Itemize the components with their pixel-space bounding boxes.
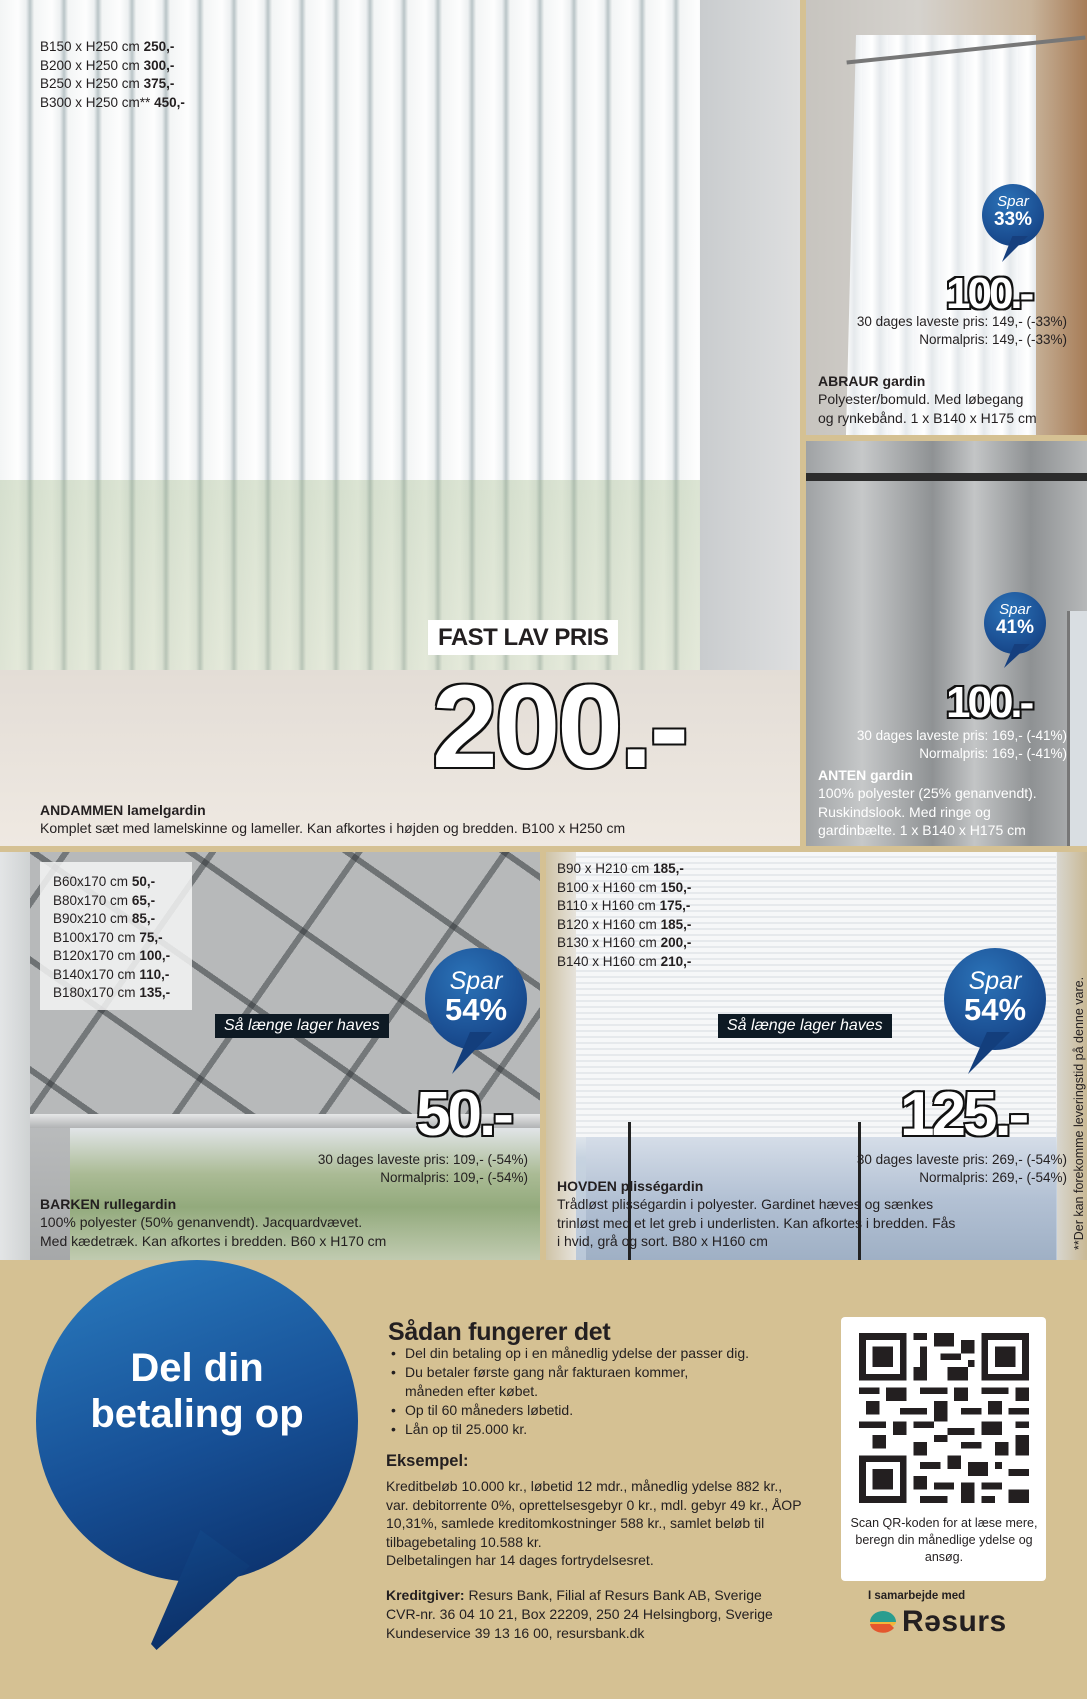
lender-info: [386, 1586, 806, 1643]
product-title: ABRAUR gardin: [818, 373, 926, 389]
product-description-line: gardinbælte. 1 x B140 x H175 cm: [818, 822, 1026, 838]
hovden-info: [557, 1177, 955, 1251]
example-block: [386, 1477, 806, 1570]
partner-name: Rəsurs: [902, 1605, 1007, 1638]
headline-line: Del din: [130, 1346, 264, 1390]
list-item: • Del din betaling op i en månedlig ydelse der passer dig.: [388, 1344, 788, 1363]
product-description: Komplet sæt med lamelskinne og lameller. Kan afkortes i højden og bredden. B100 x H250 cm: [40, 820, 626, 836]
lowest-30-day-price: 30 dages laveste pris: 149,- (-33%): [856, 314, 1067, 329]
product-description-line: Ruskindslook. Med ringe og: [818, 803, 991, 820]
product-title: ANDAMMEN lamelgardin: [40, 802, 206, 818]
lender-address: CVR-nr. 36 04 10 21, Box 22209, 250 24 Helsingborg, Sverige: [386, 1606, 773, 1622]
barken-product-panel: [0, 852, 540, 1260]
anten-price: 100.-: [946, 678, 1032, 727]
abraur-price: 100.-: [946, 269, 1032, 318]
fixed-low-price-badge: FAST LAV PRIS: [428, 620, 618, 655]
spar-percent: 33%: [993, 209, 1033, 230]
spar-label: Spar: [968, 967, 1022, 995]
spar-percent: 54%: [963, 992, 1027, 1027]
size-row: B140 x H160 cm 210,-: [557, 953, 692, 969]
anten-product-panel: [806, 441, 1087, 846]
resurs-logo: [868, 1606, 1007, 1638]
resurs-logo-icon: [868, 1610, 898, 1634]
abraur-product-panel: [806, 0, 1087, 435]
barken-info: [40, 1195, 386, 1250]
product-description-line: Trådløst plisségardin i polyester. Gardinet hæves og sænkes: [557, 1196, 934, 1212]
normal-price: Normalpris: 169,- (-41%): [919, 746, 1067, 761]
product-description-line: Polyester/bomuld. Med løbegang: [818, 391, 1024, 407]
installment-headline: [36, 1345, 358, 1437]
product-description-line: og rynkebånd. 1 x B140 x H175 cm: [818, 409, 1037, 426]
hovden-size-list: [557, 860, 691, 971]
andammen-size-list: [40, 38, 185, 112]
andammen-product-panel: [0, 0, 800, 846]
normal-price: Normalpris: 269,- (-54%): [919, 1170, 1067, 1185]
hovden-price: 125.-: [900, 1080, 1027, 1149]
list-item: • Du betaler første gang når fakturaen kommer, måneden efter købet.: [388, 1363, 718, 1401]
lowest-30-day-price: 30 dages laveste pris: 109,- (-54%): [317, 1152, 528, 1167]
curtain-rod: [806, 473, 1087, 481]
size-row: B130 x H160 cm 200,-: [557, 935, 692, 950]
hovden-product-panel: [546, 852, 1087, 1260]
abraur-price-notes: [807, 313, 1067, 349]
size-row: B150 x H250 cm 250,-: [40, 39, 175, 54]
product-description-line: 100% polyester (25% genanvendt).: [818, 785, 1037, 801]
size-row: B110 x H160 cm 175,-: [557, 898, 691, 913]
product-description-line: trinløst med et let greb i underlisten. Kan afkortes i bredden. Fås: [557, 1214, 956, 1231]
size-row: B250 x H250 cm 375,-: [40, 76, 175, 91]
spar-label: Spar: [999, 601, 1031, 618]
size-row: B140x170 cm 110,-: [53, 966, 170, 982]
barken-size-list: [53, 873, 170, 1003]
list-item: • Lån op til 25.000 kr.: [388, 1420, 788, 1439]
wall: [700, 0, 800, 680]
product-description-line: i hvid, grå og sort. B80 x H160 cm: [557, 1233, 768, 1249]
product-title: HOVDEN plisségardin: [557, 1178, 704, 1194]
qr-caption: Scan QR-koden for at læse mere, beregn din månedlige ydelse og ansøg.: [850, 1516, 1038, 1564]
anten-info: [818, 766, 1037, 840]
spar-percent: 54%: [444, 992, 508, 1027]
spar-label: Spar: [449, 967, 503, 995]
example-title: Eksempel:: [386, 1452, 469, 1470]
qr-code[interactable]: [859, 1333, 1029, 1503]
headline-line: betaling op: [90, 1392, 304, 1436]
spar-label: Spar: [997, 193, 1029, 210]
delivery-time-footnote: **Der kan forekomme leveringstid på denne vare.: [1072, 976, 1086, 1250]
how-it-works-list: [388, 1344, 788, 1439]
size-row: B100x170 cm 75,-: [53, 929, 163, 945]
withdrawal-text: Delbetalingen har 14 dages fortrydelsesret.: [386, 1552, 654, 1568]
normal-price: Normalpris: 149,- (-33%): [919, 332, 1067, 347]
qr-card: [841, 1317, 1046, 1581]
size-row: B80x170 cm 65,-: [53, 892, 156, 908]
size-row: B90x210 cm 85,-: [53, 911, 156, 926]
barken-price: 50.-: [416, 1080, 511, 1149]
size-row: B100 x H160 cm 150,-: [557, 879, 692, 895]
size-row: B200 x H250 cm 300,-: [40, 57, 175, 73]
window: [1067, 611, 1087, 846]
lender-line: Kreditgiver: Resurs Bank, Filial af Resurs Bank AB, Sverige: [386, 1587, 762, 1603]
lowest-30-day-price: 30 dages laveste pris: 169,- (-41%): [856, 728, 1067, 743]
abraur-info: [818, 372, 1037, 427]
size-row: B90 x H210 cm 185,-: [557, 861, 684, 876]
stock-limited-label: Så længe lager haves: [718, 1014, 892, 1038]
stock-limited-label: Så længe lager haves: [215, 1014, 389, 1038]
size-row: B120x170 cm 100,-: [53, 948, 171, 963]
window-frame: [0, 852, 30, 1260]
size-row: B300 x H250 cm** 450,-: [40, 94, 185, 110]
how-it-works-title: Sådan fungerer det: [388, 1318, 611, 1346]
lender-service: Kundeservice 39 13 16 00, resursbank.dk: [386, 1625, 645, 1641]
size-row: B180x170 cm 135,-: [53, 985, 171, 1000]
andammen-price: 200.-: [432, 661, 686, 793]
size-row: B120 x H160 cm 185,-: [557, 916, 692, 932]
list-item: • Op til 60 måneders løbetid.: [388, 1401, 788, 1420]
product-description-line: 100% polyester (50% genanvendt). Jacquardvævet.: [40, 1214, 363, 1230]
example-text: Kreditbeløb 10.000 kr., løbetid 12 mdr., månedlig ydelse 882 kr., var. debitorrente 0%, oprettelsesgebyr 0 kr., mdl. gebyr 49 kr., ÅOP 10,31%, samlede kreditomkostninger 588 kr., samlet beløb til tilbagebetaling 10.588 kr.: [386, 1478, 802, 1550]
size-row: B60x170 cm 50,-: [53, 874, 156, 889]
spar-percent: 41%: [995, 617, 1035, 638]
collaboration-label: I samarbejde med: [868, 1590, 966, 1602]
lowest-30-day-price: 30 dages laveste pris: 269,- (-54%): [856, 1152, 1067, 1167]
anten-price-notes: [807, 727, 1067, 763]
normal-price: Normalpris: 109,- (-54%): [380, 1170, 528, 1185]
product-description-line: Med kædetræk. Kan afkortes i bredden. B60 x H170 cm: [40, 1232, 387, 1249]
andammen-info: [40, 801, 625, 838]
barken-price-notes: [208, 1151, 528, 1187]
product-title: ANTEN gardin: [818, 767, 913, 783]
product-title: BARKEN rullegardin: [40, 1196, 177, 1212]
